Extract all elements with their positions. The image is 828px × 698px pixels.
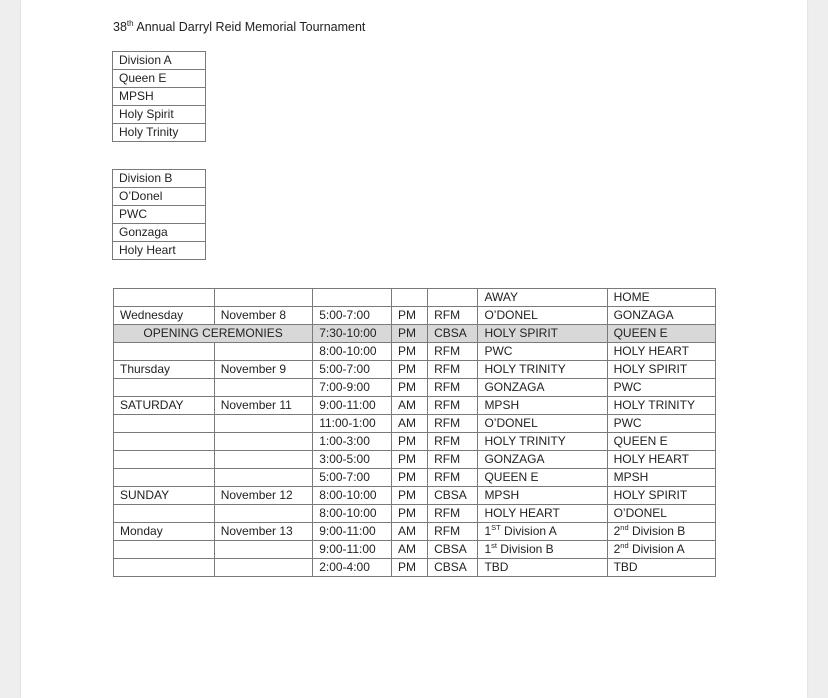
schedule-table bbox=[113, 288, 716, 577]
ampm-cell: PM bbox=[391, 325, 427, 343]
home-cell: HOLY HEART bbox=[607, 451, 715, 469]
header-venue bbox=[428, 289, 478, 307]
venue-cell: CBSA bbox=[428, 325, 478, 343]
away-cell: GONZAGA bbox=[478, 451, 607, 469]
table-row bbox=[113, 70, 206, 88]
table-row bbox=[114, 379, 716, 397]
special-event-cell: OPENING CEREMONIES bbox=[114, 325, 313, 343]
home-cell: MPSH bbox=[607, 469, 715, 487]
home-cell: HOLY SPIRIT bbox=[607, 361, 715, 379]
division-b-header: Division B bbox=[113, 170, 206, 188]
time-cell: 7:30-10:00 bbox=[313, 325, 392, 343]
time-cell: 8:00-10:00 bbox=[313, 343, 392, 361]
title-text: Annual Darryl Reid Memorial Tournament bbox=[133, 20, 366, 34]
day-cell bbox=[114, 505, 215, 523]
table-row bbox=[114, 415, 716, 433]
header-ampm bbox=[391, 289, 427, 307]
time-cell: 11:00-1:00 bbox=[313, 415, 392, 433]
division-b-team: PWC bbox=[113, 206, 206, 224]
division-b-team: Gonzaga bbox=[113, 224, 206, 242]
date-cell: November 9 bbox=[214, 361, 313, 379]
title-number: 38 bbox=[113, 20, 127, 34]
ampm-cell: PM bbox=[391, 379, 427, 397]
time-cell: 1:00-3:00 bbox=[313, 433, 392, 451]
table-row bbox=[114, 559, 716, 577]
away-cell-ordinal: st bbox=[491, 540, 497, 550]
table-row bbox=[113, 106, 206, 124]
venue-cell: RFM bbox=[428, 361, 478, 379]
division-b-table bbox=[112, 169, 206, 260]
venue-cell: RFM bbox=[428, 343, 478, 361]
venue-cell: RFM bbox=[428, 397, 478, 415]
schedule-header-row bbox=[114, 289, 716, 307]
home-cell: QUEEN E bbox=[607, 433, 715, 451]
ampm-cell: AM bbox=[391, 523, 427, 541]
away-cell: PWC bbox=[478, 343, 607, 361]
date-cell bbox=[214, 379, 313, 397]
day-cell bbox=[114, 469, 215, 487]
ampm-cell: AM bbox=[391, 397, 427, 415]
home-cell-ordinal: nd bbox=[620, 540, 629, 550]
date-cell bbox=[214, 559, 313, 577]
header-away: AWAY bbox=[478, 289, 607, 307]
division-b-header-row bbox=[113, 170, 206, 188]
time-cell: 8:00-10:00 bbox=[313, 487, 392, 505]
date-cell: November 12 bbox=[214, 487, 313, 505]
venue-cell: CBSA bbox=[428, 487, 478, 505]
division-a-team: Holy Spirit bbox=[113, 106, 206, 124]
home-cell bbox=[607, 541, 715, 559]
date-cell bbox=[214, 469, 313, 487]
table-row bbox=[114, 397, 716, 415]
ampm-cell: PM bbox=[391, 433, 427, 451]
ampm-cell: AM bbox=[391, 415, 427, 433]
away-cell-ordinal: ST bbox=[491, 522, 501, 532]
away-cell: GONZAGA bbox=[478, 379, 607, 397]
day-cell bbox=[114, 433, 215, 451]
day-cell: Monday bbox=[114, 523, 215, 541]
date-cell bbox=[214, 343, 313, 361]
away-cell: TBD bbox=[478, 559, 607, 577]
home-cell-division: Division B bbox=[628, 523, 686, 538]
away-cell: MPSH bbox=[478, 487, 607, 505]
away-cell: MPSH bbox=[478, 397, 607, 415]
table-row bbox=[114, 451, 716, 469]
date-cell bbox=[214, 505, 313, 523]
header-date bbox=[214, 289, 313, 307]
table-row bbox=[114, 541, 716, 559]
table-row bbox=[114, 343, 716, 361]
division-b-team: O’Donel bbox=[113, 188, 206, 206]
table-row bbox=[114, 469, 716, 487]
division-b-team: Holy Heart bbox=[113, 242, 206, 260]
table-row bbox=[113, 206, 206, 224]
home-cell-division: Division A bbox=[628, 541, 685, 556]
header-day bbox=[114, 289, 215, 307]
table-row bbox=[114, 505, 716, 523]
time-cell: 9:00-11:00 bbox=[313, 523, 392, 541]
away-cell bbox=[478, 541, 607, 559]
date-cell bbox=[214, 433, 313, 451]
day-cell bbox=[114, 541, 215, 559]
venue-cell: RFM bbox=[428, 505, 478, 523]
table-row bbox=[114, 523, 716, 541]
away-cell: HOLY TRINITY bbox=[478, 433, 607, 451]
away-cell-division: Division B bbox=[496, 541, 554, 556]
home-cell-rank: 2 bbox=[613, 541, 621, 556]
venue-cell: CBSA bbox=[428, 541, 478, 559]
away-cell: O’DONEL bbox=[478, 415, 607, 433]
day-cell: SATURDAY bbox=[114, 397, 215, 415]
day-cell: SUNDAY bbox=[114, 487, 215, 505]
date-cell bbox=[214, 451, 313, 469]
table-row bbox=[113, 188, 206, 206]
away-cell-division: Division A bbox=[500, 523, 557, 538]
ampm-cell: PM bbox=[391, 343, 427, 361]
time-cell: 7:00-9:00 bbox=[313, 379, 392, 397]
division-a-header-row bbox=[113, 52, 206, 70]
table-row bbox=[114, 325, 716, 343]
time-cell: 5:00-7:00 bbox=[313, 361, 392, 379]
venue-cell: RFM bbox=[428, 307, 478, 325]
date-cell: November 11 bbox=[214, 397, 313, 415]
title-ordinal: th bbox=[126, 18, 134, 28]
venue-cell: RFM bbox=[428, 379, 478, 397]
ampm-cell: PM bbox=[391, 505, 427, 523]
time-cell: 5:00-7:00 bbox=[313, 469, 392, 487]
division-a-table bbox=[112, 51, 206, 142]
day-cell bbox=[114, 559, 215, 577]
header-home: HOME bbox=[607, 289, 715, 307]
home-cell: HOLY HEART bbox=[607, 343, 715, 361]
ampm-cell: PM bbox=[391, 487, 427, 505]
home-cell: HOLY SPIRIT bbox=[607, 487, 715, 505]
time-cell: 3:00-5:00 bbox=[313, 451, 392, 469]
division-a-team: MPSH bbox=[113, 88, 206, 106]
away-cell-rank: 1 bbox=[484, 523, 492, 538]
ampm-cell: PM bbox=[391, 451, 427, 469]
document-title bbox=[113, 20, 365, 34]
day-cell: Thursday bbox=[114, 361, 215, 379]
venue-cell: RFM bbox=[428, 433, 478, 451]
division-a-header: Division A bbox=[113, 52, 206, 70]
venue-cell: RFM bbox=[428, 451, 478, 469]
day-cell bbox=[114, 379, 215, 397]
table-row bbox=[113, 242, 206, 260]
ampm-cell: PM bbox=[391, 361, 427, 379]
ampm-cell: PM bbox=[391, 559, 427, 577]
home-cell: QUEEN E bbox=[607, 325, 715, 343]
home-cell bbox=[607, 523, 715, 541]
table-row bbox=[114, 433, 716, 451]
venue-cell: RFM bbox=[428, 415, 478, 433]
venue-cell: RFM bbox=[428, 469, 478, 487]
day-cell bbox=[114, 415, 215, 433]
time-cell: 8:00-10:00 bbox=[313, 505, 392, 523]
home-cell-rank: 2 bbox=[613, 523, 621, 538]
header-time bbox=[313, 289, 392, 307]
day-cell bbox=[114, 343, 215, 361]
venue-cell: CBSA bbox=[428, 559, 478, 577]
away-cell bbox=[478, 523, 607, 541]
date-cell: November 8 bbox=[214, 307, 313, 325]
day-cell bbox=[114, 451, 215, 469]
time-cell: 5:00-7:00 bbox=[313, 307, 392, 325]
away-cell-rank: 1 bbox=[484, 541, 492, 556]
time-cell: 9:00-11:00 bbox=[313, 541, 392, 559]
ampm-cell: PM bbox=[391, 469, 427, 487]
date-cell bbox=[214, 415, 313, 433]
division-a-team: Queen E bbox=[113, 70, 206, 88]
ampm-cell: PM bbox=[391, 307, 427, 325]
home-cell: PWC bbox=[607, 415, 715, 433]
table-row bbox=[114, 487, 716, 505]
date-cell: November 13 bbox=[214, 523, 313, 541]
table-row bbox=[113, 224, 206, 242]
time-cell: 2:00-4:00 bbox=[313, 559, 392, 577]
home-cell: HOLY TRINITY bbox=[607, 397, 715, 415]
time-cell: 9:00-11:00 bbox=[313, 397, 392, 415]
day-cell: Wednesday bbox=[114, 307, 215, 325]
away-cell: HOLY SPIRIT bbox=[478, 325, 607, 343]
home-cell-ordinal: nd bbox=[620, 522, 629, 532]
away-cell: O’DONEL bbox=[478, 307, 607, 325]
away-cell: HOLY TRINITY bbox=[478, 361, 607, 379]
date-cell bbox=[214, 541, 313, 559]
home-cell: GONZAGA bbox=[607, 307, 715, 325]
ampm-cell: AM bbox=[391, 541, 427, 559]
away-cell: QUEEN E bbox=[478, 469, 607, 487]
venue-cell: RFM bbox=[428, 523, 478, 541]
table-row bbox=[114, 307, 716, 325]
division-a-team: Holy Trinity bbox=[113, 124, 206, 142]
table-row bbox=[114, 361, 716, 379]
table-row bbox=[113, 88, 206, 106]
away-cell: HOLY HEART bbox=[478, 505, 607, 523]
home-cell: O’DONEL bbox=[607, 505, 715, 523]
home-cell: PWC bbox=[607, 379, 715, 397]
table-row bbox=[113, 124, 206, 142]
home-cell: TBD bbox=[607, 559, 715, 577]
